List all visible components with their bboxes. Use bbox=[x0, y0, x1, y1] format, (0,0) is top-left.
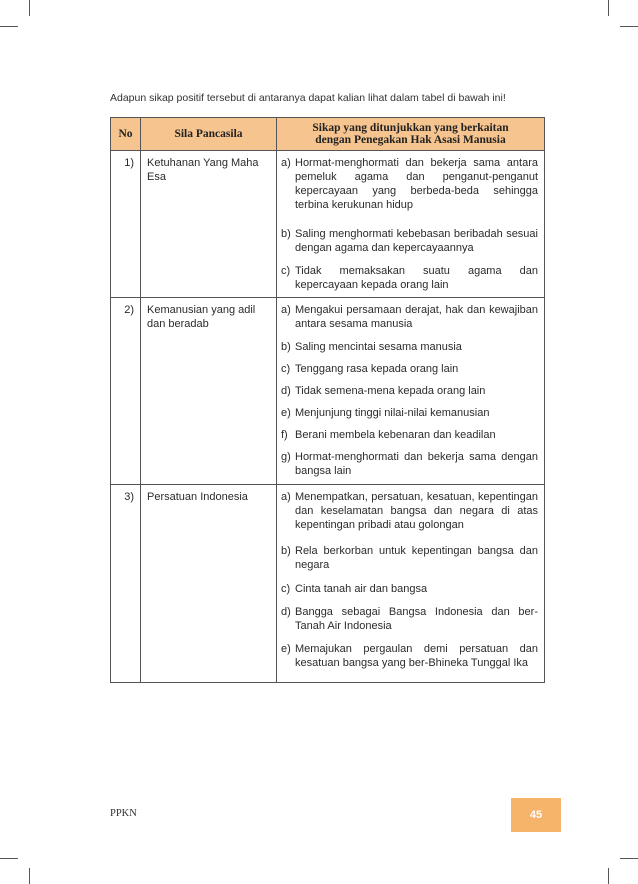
item-letter: e) bbox=[281, 643, 291, 655]
header-sikap bbox=[277, 118, 545, 151]
list-item bbox=[277, 403, 544, 425]
list-item bbox=[277, 222, 544, 260]
item-letter: c) bbox=[281, 583, 291, 595]
row-number: 3) bbox=[111, 485, 141, 683]
list-item bbox=[277, 151, 544, 222]
list-item bbox=[277, 579, 544, 602]
item-letter: a) bbox=[281, 157, 291, 169]
item-text: Saling menghormati kebebasan beribadah sesuai dengan agama dan kepercayaannya bbox=[295, 228, 538, 254]
sila-name: Kemanusian yang adil dan beradab bbox=[141, 298, 277, 485]
item-letter: b) bbox=[281, 545, 291, 557]
row-number: 2) bbox=[111, 298, 141, 485]
item-text: Rela berkorban untuk kepentingan bangsa dan negara bbox=[295, 545, 538, 571]
table-row bbox=[111, 151, 545, 298]
pancasila-table bbox=[110, 117, 545, 683]
crop-mark bbox=[29, 0, 30, 16]
item-letter: g) bbox=[281, 451, 291, 463]
item-text: Tidak semena-mena kepada orang lain bbox=[295, 385, 486, 397]
item-letter: c) bbox=[281, 265, 291, 277]
table-row bbox=[111, 485, 545, 683]
sikap-list bbox=[277, 151, 545, 298]
list-item bbox=[277, 298, 544, 337]
table-header-row bbox=[111, 118, 545, 151]
list-item bbox=[277, 639, 544, 682]
item-text: Hormat-menghormati dan bekerja sama dengan bangsa lain bbox=[295, 451, 538, 477]
crop-mark bbox=[620, 858, 638, 859]
item-letter: c) bbox=[281, 363, 291, 375]
crop-mark bbox=[0, 858, 18, 859]
list-item bbox=[277, 541, 544, 579]
item-letter: b) bbox=[281, 341, 291, 353]
item-text: Berani membela kebenaran dan keadilan bbox=[295, 429, 496, 441]
crop-mark bbox=[0, 26, 18, 27]
page-number-badge: 45 bbox=[511, 798, 561, 832]
list-item bbox=[277, 485, 544, 541]
item-text: Tidak memaksakan suatu agama dan kepercayaan kepada orang lain bbox=[295, 265, 538, 291]
footer-subject-label: PPKN bbox=[110, 808, 137, 819]
list-item bbox=[277, 381, 544, 403]
crop-mark bbox=[29, 868, 30, 884]
sila-name: Persatuan Indonesia bbox=[141, 485, 277, 683]
item-letter: f) bbox=[281, 429, 288, 441]
list-item bbox=[277, 260, 544, 297]
item-letter: e) bbox=[281, 407, 291, 419]
crop-mark bbox=[608, 868, 609, 884]
header-sila: Sila Pancasila bbox=[141, 118, 277, 151]
item-letter: d) bbox=[281, 385, 291, 397]
sikap-list bbox=[277, 298, 545, 485]
table-row bbox=[111, 298, 545, 485]
item-text: Mengakui persamaan derajat, hak dan kewajiban antara sesama manusia bbox=[295, 304, 538, 330]
header-sikap-line1: Sikap yang ditunjukkan yang berkaitan bbox=[312, 122, 509, 134]
item-letter: b) bbox=[281, 228, 291, 240]
item-letter: d) bbox=[281, 606, 291, 618]
header-no: No bbox=[111, 118, 141, 151]
item-text: Tenggang rasa kepada orang lain bbox=[295, 363, 459, 375]
list-item bbox=[277, 447, 544, 484]
item-text: Bangga sebagai Bangsa Indonesia dan ber-Tanah Air Indonesia bbox=[295, 606, 538, 632]
list-item bbox=[277, 359, 544, 381]
intro-text: Adapun sikap positif tersebut di antaranya dapat kalian lihat dalam tabel di bawah ini! bbox=[110, 92, 506, 104]
sikap-list bbox=[277, 485, 545, 683]
list-item bbox=[277, 337, 544, 359]
list-item bbox=[277, 602, 544, 639]
list-item bbox=[277, 425, 544, 447]
item-text: Hormat-menghormati dan bekerja sama antara pemeluk agama dan penganut-penganut kepercayaan yang berbeda-beda sehingga terbina kerukunan hidup bbox=[295, 157, 538, 211]
crop-mark bbox=[608, 0, 609, 16]
item-letter: a) bbox=[281, 304, 291, 316]
item-text: Menjunjung tinggi nilai-nilai kemanusian bbox=[295, 407, 490, 419]
row-number: 1) bbox=[111, 151, 141, 298]
item-text: Cinta tanah air dan bangsa bbox=[295, 583, 428, 595]
item-text: Menempatkan, persatuan, kesatuan, kepentingan dan keselamatan bangsa dan negara di atas kepentingan pribadi atau golongan bbox=[295, 491, 538, 531]
item-text: Memajukan pergaulan demi persatuan dan kesatuan bangsa yang ber-Bhineka Tunggal Ika bbox=[295, 643, 538, 669]
header-sikap-line2: dengan Penegakan Hak Asasi Manusia bbox=[315, 134, 506, 146]
item-letter: a) bbox=[281, 491, 291, 503]
sila-name: Ketuhanan Yang Maha Esa bbox=[141, 151, 277, 298]
item-text: Saling mencintai sesama manusia bbox=[295, 341, 462, 353]
crop-mark bbox=[620, 26, 638, 27]
